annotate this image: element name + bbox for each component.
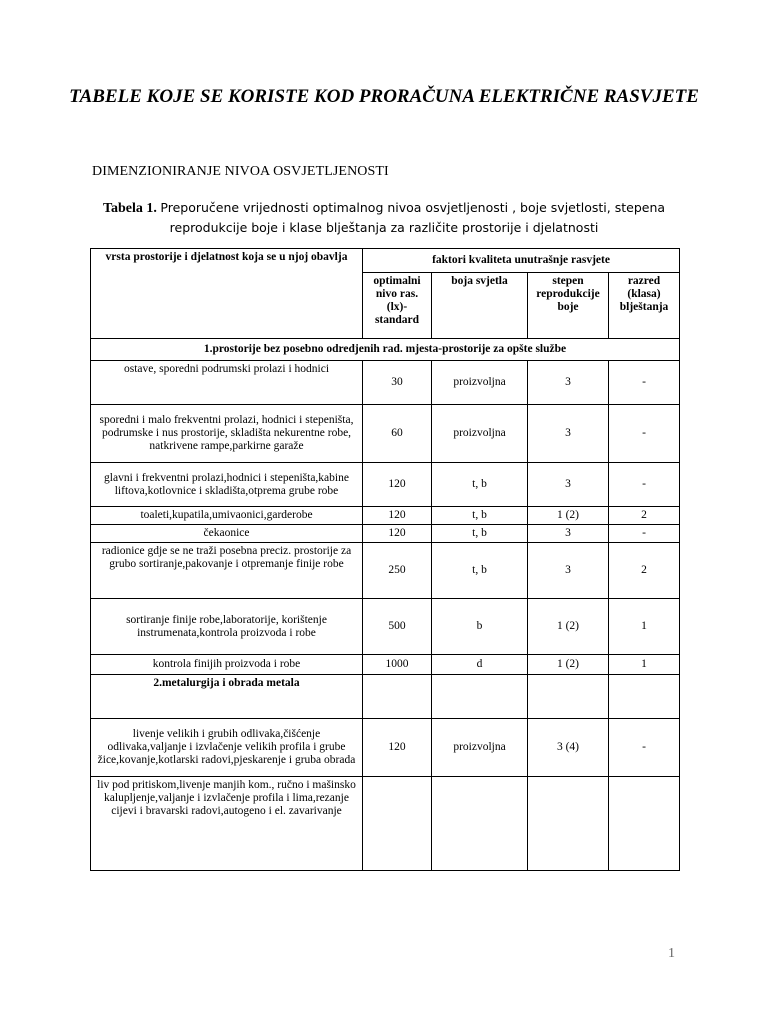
table-row [91,361,680,405]
caption-label: Tabela 1. [102,201,157,216]
glare-value: 1 [609,599,680,655]
table-row [91,405,680,463]
room-description: liv pod pritiskom,livenje manjih kom., ručno i mašinsko kalupljenje,valjanje i izvlačenje profila i lima,rezanje cijevi i bravarski radovi,autogeno i el. zavarivanje [91,777,363,871]
table-row [91,777,680,871]
group-title: 2.metalurgija i obrada metala [91,675,363,719]
reproduction-value: 3 [528,525,609,543]
room-description: glavni i frekventni prolazi,hodnici i stepeništa,kabine liftova,kotlovnice i skladišta,otprema grube robe [91,463,363,507]
header-quality-factors: faktori kvaliteta unutrašnje rasvjete [363,249,680,273]
section-heading: DIMENZIONIRANJE NIVOA OSVJETLJENOSTI [92,164,389,179]
light-color-value [432,777,528,871]
table-row [91,675,680,719]
header-lux: optimalni nivo ras. (lx)-standard [363,273,432,339]
caption-text-line2: reprodukcije boje i klase blještanja za različite prostorije i djelatnosti [169,220,599,235]
lux-value: 120 [363,463,432,507]
glare-value: 2 [609,507,680,525]
group-title: 1.prostorije bez posebno odredjenih rad. mjesta-prostorije za opšte službe [91,339,680,361]
illumination-table [90,248,680,871]
room-description: radionice gdje se ne traži posebna preciz. prostorije za grubo sortiranje,pakovanje i otpremanje finije robe [91,543,363,599]
light-color-value: proizvoljna [432,719,528,777]
table-row [91,463,680,507]
reproduction-value: 3 [528,463,609,507]
light-color-value: t, b [432,507,528,525]
light-color-value: t, b [432,525,528,543]
table-row [91,599,680,655]
reproduction-value: 3 (4) [528,719,609,777]
light-color-value: b [432,599,528,655]
reproduction-value: 1 (2) [528,655,609,675]
lux-value [363,777,432,871]
reproduction-value [528,777,609,871]
room-description: sporedni i malo frekventni prolazi, hodnici i stepeništa, podrumske i nus prostorije, skladišta nekurentne robe, natkrivene rampe,parkirne garaže [91,405,363,463]
table-caption [60,198,708,238]
header-room-type: vrsta prostorije i djelatnost koja se u njoj obavlja [91,249,363,339]
light-color-value: d [432,655,528,675]
room-description: livenje velikih i grubih odlivaka,čišćenje odlivaka,valjanje i izvlačenje velikih profila i grube žice,kovanje,kotlarski radovi,pjeskarenje i gruba obrada [91,719,363,777]
document-title: TABELE KOJE SE KORISTE KOD PRORAČUNA ELEKTRIČNE RASVJETE [69,86,699,107]
glare-value: 2 [609,543,680,599]
table-row [91,525,680,543]
reproduction-value: 3 [528,543,609,599]
glare-value: - [609,719,680,777]
reproduction-value: 3 [528,361,609,405]
lux-value: 120 [363,507,432,525]
table-row [91,543,680,599]
room-description: kontrola finijih proizvoda i robe [91,655,363,675]
lux-value: 120 [363,719,432,777]
glare-value [609,777,680,871]
light-color-value: t, b [432,463,528,507]
room-description: sortiranje finije robe,laboratorije, korištenje instrumenata,kontrola proizvoda i robe [91,599,363,655]
reproduction-value: 1 (2) [528,507,609,525]
light-color-value: proizvoljna [432,405,528,463]
table-row [91,507,680,525]
table-row [91,655,680,675]
caption-text-line1: Preporučene vrijednosti optimalnog nivoa osvjetljenosti , boje svjetlosti, stepena [160,200,666,215]
lux-value: 500 [363,599,432,655]
glare-value: - [609,405,680,463]
table-row [91,719,680,777]
header-light-color: boja svjetla [432,273,528,339]
glare-value: - [609,463,680,507]
lux-value: 60 [363,405,432,463]
glare-value: - [609,525,680,543]
light-color-value: proizvoljna [432,361,528,405]
light-color-value: t, b [432,543,528,599]
lux-value: 250 [363,543,432,599]
lux-value: 120 [363,525,432,543]
reproduction-value: 3 [528,405,609,463]
header-color-reproduction: stepen reprodukcije boje [528,273,609,339]
room-description: ostave, sporedni podrumski prolazi i hodnici [91,361,363,405]
lux-value: 1000 [363,655,432,675]
glare-value: 1 [609,655,680,675]
room-description: čekaonice [91,525,363,543]
room-description: toaleti,kupatila,umivaonici,garderobe [91,507,363,525]
lux-value: 30 [363,361,432,405]
header-glare-class: razred (klasa) blještanja [609,273,680,339]
glare-value: - [609,361,680,405]
page-number: 1 [668,946,675,961]
reproduction-value: 1 (2) [528,599,609,655]
